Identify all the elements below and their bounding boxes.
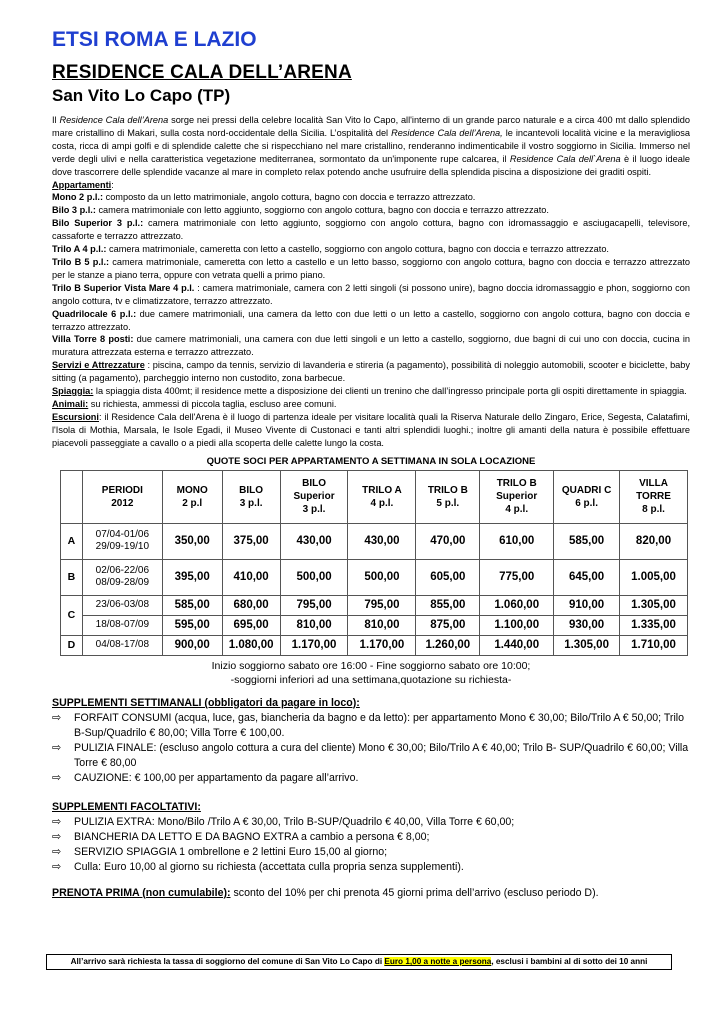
residence-name: Residence Cala dell`Arena (509, 153, 621, 164)
price-cell: 605,00 (416, 559, 480, 595)
description-block (52, 114, 690, 450)
price-cell: 645,00 (554, 559, 620, 595)
price-cell: 430,00 (280, 523, 348, 559)
price-table (60, 470, 688, 656)
apartment-item (52, 243, 690, 256)
tax-notice-text-a: All’arrivo sarà richiesta la tassa di soggiorno del comune di San Vito Lo Capo di (70, 957, 385, 966)
header-line: 2012 (111, 497, 134, 509)
price-cell: 910,00 (554, 595, 620, 615)
period-key: B (61, 559, 83, 595)
apartment-text: camera matrimoniale, cameretta con letto a castello e un letto basso, soggiorno con angolo cottura, bagno con doccia e terrazzo attrezzato per le stanze a piano terra, oppure con vetrata quelli a primo piano. (52, 256, 690, 280)
list-item (52, 845, 690, 860)
header-line: 8 p.l. (642, 504, 665, 516)
price-cell: 1.170,00 (280, 635, 348, 655)
header-line: 2 p.l (182, 497, 203, 509)
apartment-item (52, 308, 690, 334)
intro-text-a: Il (52, 115, 60, 125)
period-dates (82, 559, 162, 595)
apartment-text: composto da un letto matrimoniale, angolo cottura, bagno con doccia e terrazzo attrezzato. (103, 192, 476, 203)
price-cell: 1.305,00 (620, 595, 688, 615)
residence-title: RESIDENCE CALA DELL’ARENA (52, 62, 352, 83)
early-booking-text: sconto del 10% per chi prenota 45 giorni prima dell’arrivo (escluso periodo D). (230, 886, 599, 899)
apartments-heading-label: Appartamenti (52, 179, 112, 190)
header-line: MONO (176, 484, 208, 496)
price-cell: 470,00 (416, 523, 480, 559)
price-cell: 695,00 (222, 615, 280, 635)
arrow-right-outline-icon: ⇨ (52, 830, 62, 843)
table-row (61, 635, 688, 655)
price-cell: 1.080,00 (222, 635, 280, 655)
header-cell (82, 470, 162, 523)
price-cell: 1.335,00 (620, 615, 688, 635)
apartment-item (52, 282, 690, 308)
header-line: 3 p.l. (239, 497, 263, 509)
header-cell (162, 470, 222, 523)
apartments-heading-colon: : (111, 179, 114, 190)
residence-name: Residence Cala dell’Arena, (391, 127, 503, 138)
service-text: su richiesta, ammessi di piccola taglia, escluso aree comuni. (88, 398, 337, 409)
apartment-text: due camere matrimoniali, una camera con due letti singoli e un letto a castello, soggiorno, due bagni di cui uno con doccia, cucina in muratura attrezzata esterna e terrazzo attrezzato. (52, 334, 690, 358)
early-booking-offer (52, 887, 690, 899)
service-label: Spiaggia: (52, 386, 94, 397)
apartment-label: Quadrilocale 6 p.l.: (52, 308, 137, 319)
period-dates (82, 615, 162, 635)
list-item-text: BIANCHERIA DA LETTO E DA BAGNO EXTRA a cambio a persona € 8,00; (74, 830, 430, 843)
list-item-text: PULIZIA EXTRA: Mono/Bilo /Trilo A € 30,00, Trilo B-SUP/Quadrilo € 40,00, Villa Torre € 60,00; (74, 815, 515, 828)
price-cell: 820,00 (620, 523, 688, 559)
tax-amount-highlight: Euro 1,00 a notte a persona (384, 957, 492, 966)
header-line: TRILO A (362, 484, 402, 496)
apartment-label: Villa Torre 8 posti: (52, 334, 134, 345)
price-table-title: QUOTE SOCI PER APPARTAMENTO A SETTIMANA IN SOLA LOCAZIONE (206, 455, 536, 467)
mandatory-supplements-list (52, 711, 690, 786)
price-table-header-row (61, 470, 688, 523)
apartment-text: camera matrimoniale con letto aggiunto, soggiorno con angolo cottura, bagno con idromassaggio e asciugacapelli, televisore, cassaforte e terrazzo attrezzato. (52, 218, 690, 242)
tax-notice-text-b: , esclusi i bambini al di sotto dei 10 anni (491, 957, 648, 966)
header-line: 3 p.l. (302, 504, 326, 516)
arrow-right-outline-icon: ⇨ (52, 860, 62, 873)
header-line: Superior (293, 491, 335, 503)
header-line: PERIODI (101, 484, 143, 496)
header-cell (480, 470, 554, 523)
apartment-item (52, 256, 690, 282)
period-dates (82, 595, 162, 615)
header-line: QUADRI C (561, 484, 612, 496)
arrow-right-outline-icon: ⇨ (52, 741, 62, 754)
price-cell: 410,00 (222, 559, 280, 595)
apartment-text: due camere matrimoniali, una camera da letto con due letti o un letto a castello, soggiorno con angolo cottura, bagno con doccia e terrazzo attrezzato. (52, 308, 691, 332)
list-item-text: SERVIZIO SPIAGGIA 1 ombrellone e 2 lettini Euro 15,00 al giorno; (74, 845, 388, 858)
list-item (52, 711, 690, 741)
price-cell: 585,00 (554, 523, 620, 559)
header-cell-empty (61, 470, 83, 523)
arrow-right-outline-icon: ⇨ (52, 815, 62, 828)
price-cell: 585,00 (162, 595, 222, 615)
price-cell: 375,00 (222, 523, 280, 559)
apartment-label: Bilo Superior 3 p.l.: (52, 218, 144, 229)
arrow-right-outline-icon: ⇨ (52, 845, 62, 858)
header-cell (348, 470, 416, 523)
price-cell: 875,00 (416, 615, 480, 635)
price-cell: 810,00 (280, 615, 348, 635)
organization-title: ETSI ROMA E LAZIO (52, 28, 257, 51)
list-item-text: CAUZIONE: € 100,00 per appartamento da pagare all’arrivo. (74, 771, 359, 784)
list-item (52, 741, 690, 771)
service-label: Animali: (52, 398, 89, 409)
table-row (61, 595, 688, 615)
price-cell: 1.305,00 (554, 635, 620, 655)
period-line: 04/08-17/08 (95, 638, 150, 650)
mandatory-supplements-heading: SUPPLEMENTI SETTIMANALI (obbligatori da pagare in loco): (52, 696, 360, 709)
price-cell: 810,00 (348, 615, 416, 635)
period-line: 08/09-28/09 (95, 577, 150, 589)
list-item-text: FORFAIT CONSUMI (acqua, luce, gas, biancheria da bagno e da letto): per appartamento Mono € 30,00; Bilo/Trilo A € 50,00; Trilo B-Sup/Quadrilo € 80,00; Villa Torre € 100,00. (74, 711, 685, 739)
price-cell: 395,00 (162, 559, 222, 595)
table-row (61, 559, 688, 595)
price-cell: 500,00 (348, 559, 416, 595)
header-line: BILO (302, 478, 326, 490)
service-label: Escursioni (52, 411, 99, 422)
header-cell (280, 470, 348, 523)
stay-times-note: Inizio soggiorno sabato ore 16:00 - Fine soggiorno sabato ore 10:00; (211, 659, 531, 672)
location-subtitle: San Vito Lo Capo (TP) (52, 86, 231, 105)
period-key: D (61, 635, 83, 655)
list-item-text: PULIZIA FINALE: (escluso angolo cottura a cura del cliente) Mono € 30,00; Bilo/Trilo A € 40,00; Trilo B- SUP/Quadrilo € 60,00; Villa Torre € 80,00 (74, 741, 689, 769)
optional-supplements (52, 800, 690, 875)
price-cell: 855,00 (416, 595, 480, 615)
price-cell: 595,00 (162, 615, 222, 635)
apartment-label: Trilo A 4 p.l.: (52, 244, 107, 255)
period-dates (82, 635, 162, 655)
price-cell: 430,00 (348, 523, 416, 559)
period-line: 29/09-19/10 (95, 541, 150, 553)
arrow-right-outline-icon: ⇨ (52, 711, 62, 724)
period-line: 23/06-03/08 (95, 598, 150, 610)
list-item-text: Culla: Euro 10,00 al giorno su richiesta (accettata culla propria senza supplementi). (74, 860, 464, 873)
header-cell (222, 470, 280, 523)
apartment-text: : camera matrimoniale, camera con 2 letti singoli (si possono unire), bagno doccia idromassaggio e phon, soggiorno con angolo cottura, tv e climatizzatore, terrazzo attrezzato. (52, 282, 690, 306)
price-cell: 795,00 (348, 595, 416, 615)
intro-text-b: sorge nei pressi della celebre località San Vito lo Capo, all'interno di un grande parco naturale e a circa 400 mt dallo splendido mare cristallino di Makari, sulla costa nord-occidentale della Sicilia. L’ospitalità del (52, 115, 690, 138)
service-text: la spiaggia dista 400mt; il residence mette a disposizione dei clienti un trenino che dall’ingresso principale porta gli ospiti direttamente in spiaggia. (93, 386, 687, 397)
header-line: VILLA (639, 478, 668, 490)
price-cell: 930,00 (554, 615, 620, 635)
list-item (52, 771, 690, 786)
service-text: : piscina, campo da tennis, servizio di lavanderia e stireria (a pagamento), possibilità di noleggio automobili, scooter e biciclette, baby sitting (a pagamento), parcheggio interno non custodito, zona barbecue. (52, 360, 690, 384)
header-line: TRILO B (427, 484, 468, 496)
price-cell: 610,00 (480, 523, 554, 559)
apartment-label: Mono 2 p.l.: (52, 192, 104, 203)
tourist-tax-notice (46, 954, 672, 970)
mandatory-supplements (52, 696, 690, 786)
intro-text-c: le incantevoli località vicine e la meravigliosa costa, ricca di ampi golfi e di splendide calette che si rispecchiano nel mare cristallino, renderanno indimenticabile il vostro soggiorno in Sicilia. Immerso nel verde degli ulivi e nella caratteristica vegetazione mediterranea, sormontato da un'imponente rupe calcarea, il (52, 127, 691, 164)
price-cell: 500,00 (280, 559, 348, 595)
document-page (52, 28, 690, 899)
price-cell: 1.100,00 (480, 615, 554, 635)
price-cell: 900,00 (162, 635, 222, 655)
price-cell: 775,00 (480, 559, 554, 595)
table-row (61, 523, 688, 559)
optional-supplements-list (52, 815, 690, 875)
price-cell: 680,00 (222, 595, 280, 615)
header-line: TORRE (636, 491, 671, 503)
apartment-item (52, 217, 690, 243)
header-line: 4 p.l. (505, 504, 529, 516)
apartments-heading (52, 179, 690, 192)
header-line: 5 p.l. (436, 497, 460, 509)
intro-text-d: è il luogo ideale dove trascorrere delle splendide vacanze al mare in completo relax potendo anche usufruire della splendida piscina a disposizione dei graditi ospiti. (52, 153, 690, 177)
service-item (52, 411, 690, 450)
header-line: 6 p.l. (575, 497, 598, 509)
optional-supplements-heading: SUPPLEMENTI FACOLTATIVI: (52, 800, 201, 813)
apartment-label: Trilo B 5 p.l.: (52, 256, 110, 267)
apartment-text: camera matrimoniale con letto aggiunto, soggiorno con angolo cottura, bagno con doccia e terrazzo attrezzato. (95, 205, 549, 216)
apartment-label: Trilo B Superior Vista Mare 4 p.l. (52, 282, 195, 293)
period-line: 18/08-07/09 (95, 618, 150, 630)
period-line: 02/06-22/06 (95, 564, 150, 576)
header-cell (416, 470, 480, 523)
residence-name: Residence Cala dell’Arena (59, 115, 169, 125)
header-cell (554, 470, 620, 523)
list-item (52, 815, 690, 830)
price-cell: 1.260,00 (416, 635, 480, 655)
price-cell: 350,00 (162, 523, 222, 559)
service-item (52, 359, 690, 385)
list-item (52, 830, 690, 845)
header-line: TRILO B (496, 478, 537, 490)
header-cell (620, 470, 688, 523)
price-cell: 795,00 (280, 595, 348, 615)
apartment-item (52, 333, 690, 359)
header-line: BILO (239, 484, 264, 496)
period-dates (82, 523, 162, 559)
header-line: 4 p.l. (370, 497, 394, 509)
service-item (52, 385, 690, 398)
arrow-right-outline-icon: ⇨ (52, 771, 62, 784)
list-item (52, 860, 690, 875)
price-cell: 1.005,00 (620, 559, 688, 595)
early-booking-label: PRENOTA PRIMA (non cumulabile): (52, 886, 231, 899)
period-line: 07/04-01/06 (95, 528, 150, 540)
intro-paragraph (52, 114, 690, 179)
service-item (52, 398, 690, 411)
period-key: A (61, 523, 83, 559)
apartment-item (52, 204, 690, 217)
short-stay-note: -soggiorni inferiori ad una settimana,quotazione su richiesta- (230, 673, 512, 686)
apartment-label: Bilo 3 p.l.: (52, 205, 96, 216)
apartment-text: camera matrimoniale, cameretta con letto a castello, soggiorno con angolo cottura, bagno con doccia e terrazzo attrezzato. (106, 244, 609, 255)
table-row (61, 615, 688, 635)
price-cell: 1.710,00 (620, 635, 688, 655)
apartment-item (52, 191, 690, 204)
period-key: C (61, 595, 83, 635)
service-text: : il Residence Cala dell'Arena è il luogo di partenza ideale per visitare località quali la Riserva Naturale dello Zingaro, Erice, Segesta, Calatafimi, l'Isola di Mothia, Marsala, le Isole Egadi, il Museo Vivente di Custonaci e tanti altri splendidi luoghi.; inoltre gli amanti della natura è possibile effettuare piacevoli passeggiate a cavallo o a piedi alla scoperta delle calette lungo la costa. (52, 411, 690, 448)
header-line: Superior (496, 491, 538, 503)
service-label: Servizi e Attrezzature (52, 360, 145, 371)
price-cell: 1.440,00 (480, 635, 554, 655)
price-cell: 1.170,00 (348, 635, 416, 655)
price-cell: 1.060,00 (480, 595, 554, 615)
